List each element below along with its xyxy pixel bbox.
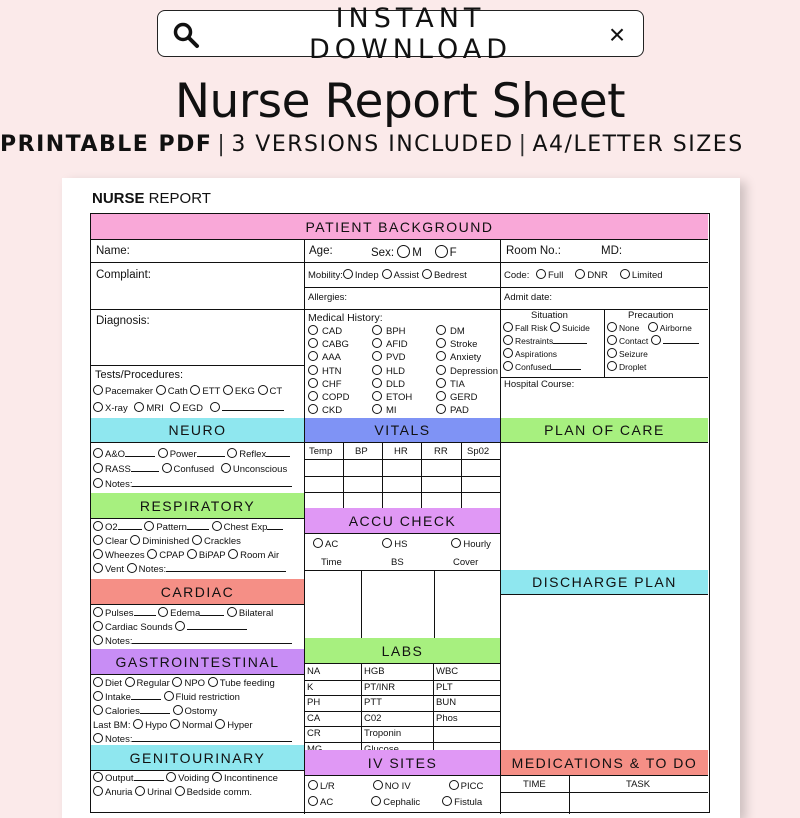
neuro-header: NEURO (91, 418, 304, 443)
checkbox-circle[interactable] (372, 365, 382, 375)
medical-history-label: ETOH (386, 392, 413, 404)
medical-history-label: CABG (322, 339, 349, 351)
lab-cell: K (307, 681, 314, 693)
allergies-label: Allergies: (308, 292, 348, 303)
medical-history-item[interactable] (308, 338, 349, 351)
medical-history-item[interactable] (308, 391, 349, 404)
medical-history-item[interactable] (308, 365, 349, 378)
lab-cell: Troponin (364, 728, 402, 740)
checkbox-circle[interactable] (308, 378, 318, 388)
checkbox-circle[interactable] (372, 378, 382, 388)
medical-history-label: DM (450, 326, 465, 337)
checkbox-circle[interactable] (308, 404, 318, 414)
medical-history-label: HTN (322, 365, 342, 377)
lab-cell: HGB (364, 666, 385, 677)
accu-col-bs: BS (391, 557, 404, 568)
medical-history-col1[interactable] (308, 325, 349, 417)
medical-history-item[interactable] (436, 404, 498, 417)
medical-history-item[interactable] (372, 338, 412, 351)
checkbox-circle[interactable] (372, 338, 382, 348)
sex-m-radio[interactable] (397, 245, 410, 258)
medical-history-label: PVD (386, 352, 406, 364)
medical-history-item[interactable] (372, 351, 412, 364)
close-icon[interactable]: × (608, 19, 626, 50)
medical-history-label: AAA (322, 352, 342, 364)
medical-history-label: HLD (386, 365, 406, 377)
medical-history-item[interactable] (308, 404, 349, 417)
checkbox-circle[interactable] (436, 325, 446, 335)
plan-of-care-header: PLAN OF CARE (501, 418, 708, 443)
precaution-options[interactable]: None Airborne Contact Seizure Droplet (607, 322, 699, 374)
lab-cell: PTT (364, 697, 382, 709)
lab-cell: PT/INR (364, 681, 396, 693)
diagnosis-label: Diagnosis: (96, 315, 150, 327)
lab-cell: PLT (436, 681, 453, 693)
checkbox-circle[interactable] (372, 391, 382, 401)
discharge-plan-header: DISCHARGE PLAN (501, 570, 708, 595)
medical-history-label: Medical History: (308, 312, 383, 324)
banner-text: INSTANT DOWNLOAD (308, 2, 513, 65)
lab-cell: Phos (436, 712, 458, 724)
lab-cell: WBC (436, 666, 459, 677)
medical-history-label: DLD (386, 378, 406, 390)
patient-background-header: PATIENT BACKGROUND (91, 214, 708, 240)
lab-cell: NA (307, 666, 321, 677)
medical-history-item[interactable] (308, 378, 349, 391)
checkbox-circle[interactable] (436, 338, 446, 348)
lab-cell: PH (307, 697, 321, 709)
labs-header: LABS (305, 638, 500, 664)
situation-label: Situation (531, 310, 568, 321)
checkbox-circle[interactable] (436, 378, 446, 388)
vitals-header: VITALS (305, 418, 500, 443)
lab-cell: CA (307, 712, 321, 724)
medical-history-item[interactable] (308, 351, 349, 364)
respiratory-fields[interactable]: O2 Pattern Chest Exp Clear Diminished Crackles Wheezes CPAP BiPAP Room Air Vent Notes: (93, 521, 286, 577)
accu-col-time: Time (321, 557, 342, 568)
medical-history-item[interactable] (436, 365, 498, 378)
iv-sites-fields[interactable]: L/R NO IV PICC AC Cephalic Fistula (308, 779, 483, 811)
room-label: Room No.: (506, 245, 561, 257)
medications-header: MEDICATIONS & TO DO (501, 750, 708, 776)
accu-col-cover: Cover (453, 557, 479, 568)
vitals-col-spo2: Sp02 (467, 446, 490, 457)
mobility-field[interactable]: Mobility: Indep Assist Bedrest (308, 270, 467, 281)
subtitle-part1: PRINTABLE PDF (0, 132, 213, 157)
vitals-col-bp: BP (355, 446, 368, 457)
checkbox-circle[interactable] (308, 325, 318, 335)
medical-history-item[interactable] (436, 338, 498, 351)
meds-col-task: TASK (626, 779, 651, 790)
medical-history-label: CHF (322, 378, 342, 390)
checkbox-circle[interactable] (436, 351, 446, 361)
medical-history-item[interactable] (308, 325, 349, 338)
medical-history-item[interactable] (372, 404, 412, 417)
checkbox-circle[interactable] (372, 325, 382, 335)
medical-history-label: MI (386, 405, 397, 417)
medical-history-item[interactable] (372, 365, 412, 378)
medical-history-label: CKD (322, 405, 343, 417)
page-title: Nurse Report Sheet (174, 74, 626, 129)
separator: | (217, 132, 227, 157)
accu-check-options[interactable]: AC HS Hourly (313, 538, 491, 550)
medical-history-label: COPD (322, 392, 350, 404)
name-label: Name: (96, 245, 130, 257)
medical-history-label: PAD (450, 405, 469, 417)
hospital-course-label: Hospital Course: (504, 379, 575, 390)
checkbox-circle[interactable] (436, 391, 446, 401)
checkbox-circle[interactable] (436, 365, 446, 375)
accu-check-header: ACCU CHECK (305, 508, 500, 534)
vitals-col-hr: HR (394, 446, 408, 457)
gastrointestinal-fields[interactable]: Diet Regular NPO Tube feeding Intake Fluid restriction Calories Ostomy Last BM: Hypo Normal Hyper Notes: (93, 677, 292, 747)
meds-col-time: TIME (523, 779, 546, 790)
sheet-title: NURSE REPORT (92, 190, 211, 207)
checkbox-circle[interactable] (308, 338, 318, 348)
vitals-col-temp: Temp (309, 446, 333, 457)
neuro-fields[interactable]: A&O Power Reflex RASS Confused Unconscious Notes: (93, 447, 292, 492)
md-label: MD: (601, 245, 623, 257)
admit-date-label: Admit date: (504, 292, 553, 303)
subtitle-part2: 3 VERSIONS INCLUDED (231, 132, 514, 157)
medical-history-item[interactable] (436, 391, 498, 404)
complaint-label: Complaint: (96, 269, 151, 281)
genitourinary-fields[interactable]: Output Voiding Incontinence Anuria Urinal Bedside comm. (93, 772, 278, 800)
cardiac-header: CARDIAC (91, 579, 304, 605)
respiratory-header: RESPIRATORY (91, 493, 304, 519)
medical-history-col3[interactable] (436, 325, 498, 417)
medical-history-label: CAD (322, 326, 343, 337)
code-field[interactable]: Code: Full DNR Limited (504, 270, 663, 281)
precaution-label: Precaution (628, 310, 674, 321)
separator: | (518, 132, 528, 157)
medical-history-label: Anxiety (450, 352, 482, 364)
lab-cell: CR (307, 728, 321, 740)
medical-history-col2[interactable] (372, 325, 412, 417)
sex-f-radio[interactable] (435, 245, 448, 258)
lab-cell: C02 (364, 712, 382, 724)
vitals-col-rr: RR (434, 446, 448, 457)
medical-history-label: Stroke (450, 339, 478, 351)
report-form (90, 213, 710, 813)
instant-download-banner[interactable] (157, 2, 644, 65)
medical-history-item[interactable] (436, 325, 498, 338)
medical-history-item[interactable] (372, 325, 412, 338)
tests-row2[interactable]: X-ray MRI EGD (93, 402, 284, 414)
medical-history-item[interactable] (436, 351, 498, 364)
medical-history-label: TIA (450, 378, 465, 390)
checkbox-circle[interactable] (308, 351, 318, 361)
checkbox-circle[interactable] (372, 351, 382, 361)
medical-history-item[interactable] (436, 378, 498, 391)
subtitle-part3: A4/LETTER SIZES (532, 132, 744, 157)
iv-sites-header: IV SITES (305, 750, 500, 776)
situation-options[interactable]: Fall Risk Suicide Restraints Aspirations Confused (503, 322, 590, 374)
medical-history-label: BPH (386, 326, 406, 337)
search-icon (172, 21, 200, 49)
gastrointestinal-header: GASTROINTESTINAL (91, 649, 304, 675)
checkbox-circle[interactable] (308, 391, 318, 401)
checkbox-circle[interactable] (308, 365, 318, 375)
medical-history-label: AFID (386, 339, 408, 351)
medical-history-item[interactable] (372, 391, 412, 404)
tests-label: Tests/Procedures: (95, 369, 184, 381)
cardiac-fields[interactable]: Pulses Edema Bilateral Cardiac Sounds Notes: (93, 607, 292, 649)
medical-history-item[interactable] (372, 378, 412, 391)
age-label: Age: (309, 245, 333, 257)
tests-row1[interactable]: Pacemaker Cath ETT EKG CT (93, 385, 282, 397)
medical-history-label: GERD (450, 392, 478, 404)
checkbox-circle[interactable] (372, 404, 382, 414)
medical-history-label: Depression (450, 365, 499, 377)
genitourinary-header: GENITOURINARY (91, 745, 304, 771)
sex-field[interactable]: Sex: M F (371, 247, 457, 259)
checkbox-circle[interactable] (436, 404, 446, 414)
lab-cell: BUN (436, 697, 457, 709)
page-subtitle (0, 132, 800, 157)
